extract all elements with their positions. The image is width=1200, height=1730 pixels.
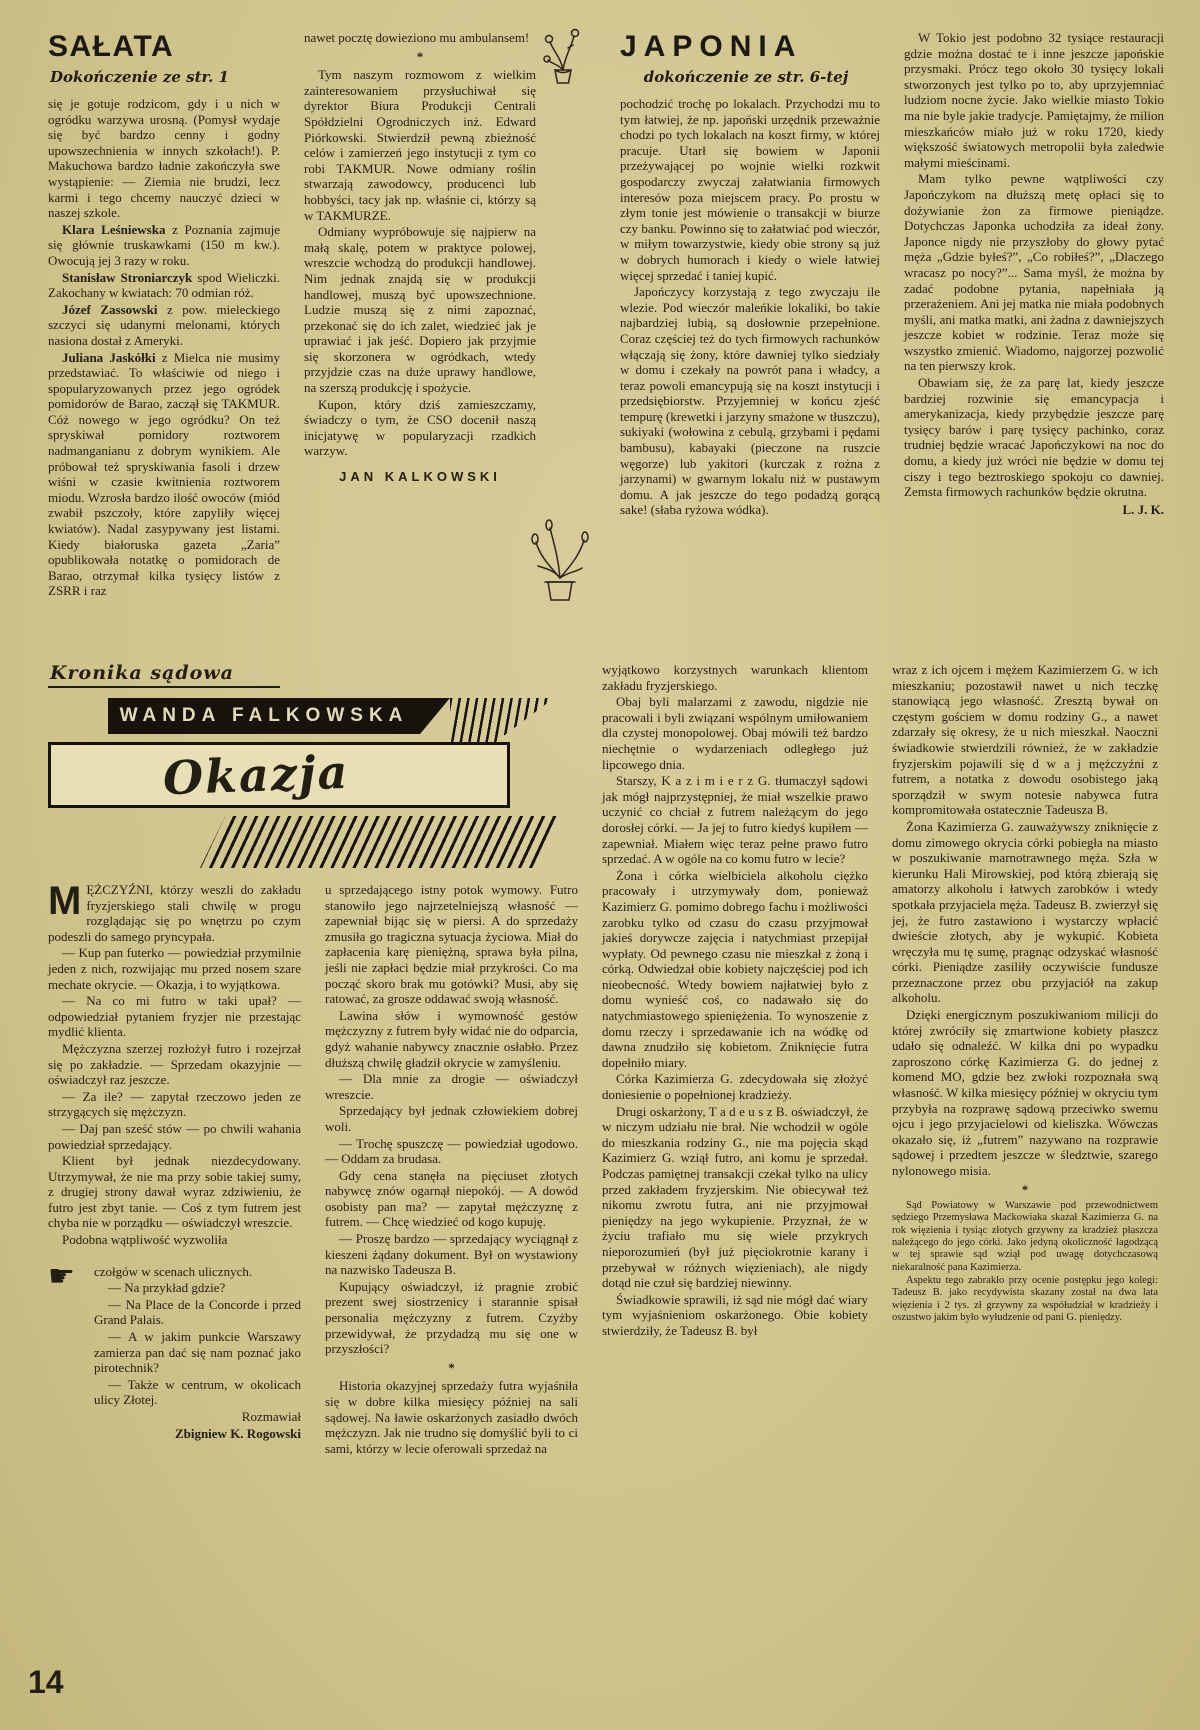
bottom-section <box>48 662 1164 1457</box>
paragraph: Obaj byli malarzami z zawodu, nigdzie nie pracowali i byli związani wspólnym umiłowaniem dla czystej monopolowej. Obaj mówili też bardzo niechętnie o wydarzeniach odległego już lipcowego dnia. <box>602 694 868 772</box>
hatch-decoration <box>200 816 562 868</box>
paragraph: Dzięki energicznym poszukiwaniom milicji do której zwróciły się zmartwione kobiety płaszcz udało się odnaleźć. W kilka dni po wypadku zaproszono córkę Kazimierza G. do jednej z komend MO, gdzie bez zwłoki rozpoznała swą własność. W kilka miesięcy później w okryciu tym przybyła na rozprawę sądową przeciwko swemu ojcu i jego przyjacielowi od kieliszka. Wówczas okazało się, iż „futrem” nazywano na rozprawie sądowej i przedtem jeszcze w śledztwie, szarego nylonowego misia. <box>892 1007 1158 1178</box>
plant-doodle-icon <box>528 516 592 616</box>
paragraph: — Trochę spuszczę — powiedział ugodowo. — Oddam za brudasa. <box>325 1135 578 1167</box>
kronika-column-3 <box>602 662 868 1457</box>
paragraph: * <box>1021 1181 1029 1197</box>
paragraph: JAN KALKOWSKI <box>339 469 501 485</box>
kronika-column-1 <box>48 879 301 1457</box>
interview-inset <box>48 1258 301 1442</box>
paragraph: Klient był jednak niezdecydowany. Utrzymywał, że nie ma przy sobie takiej sumy, z drugiej strony dawał wyraz zdziwieniu, że futro jest zbyt tanie. — Coś z tym futrem jest chyba nie w porządku — oświadczył wreszcie. <box>48 1153 301 1231</box>
salata-title: SAŁATA <box>48 30 175 63</box>
paragraph: Klara Leśniewska z Poznania zajmuje się głównie truskawkami (150 m kw.). Owocują jej 3 razy w roku. <box>48 221 280 268</box>
paragraph: — Na Place de la Concorde i przed Grand Palais. <box>94 1296 301 1328</box>
paragraph: Sprzedający był jednak człowiekiem dobrej woli. <box>325 1103 578 1134</box>
paragraph: Kupujący oświadczył, iż pragnie zrobić prezent swej siostrzenicy i starannie spisał personalia mężczyzny z futrem. Czyżby przewidywał, że przydadzą mu się one w przyszłości? <box>325 1278 578 1357</box>
paragraph: — Na przykład gdzie? <box>108 1280 226 1296</box>
article-title-box <box>48 742 510 808</box>
paragraph: — Proszę bardzo — sprzedający wyciągnął z kieszeni żądany dokument. Był on wystawiony na nazwisko Tadeusza B. <box>325 1231 578 1278</box>
paragraph: Japończycy korzystają z tego zwyczaju ile wlezie. Pod wieczór maleńkie lokaliki, bo takie najbardziej lubią, są dosłownie przepełnione. Coraz częściej też do tych firmowych rachunków włączają się żony, które dawniej tylko siedziały w domu i czekały na powrót pana i władcy, a teraz powoli emancypują się na koszt instytucji i przedsiębiorstw. Przyjemniej w końcu zjeść tempurę (krewetki i jarzyny smażone w tłuszczu), sukiyaki (wołowina z cebulą, grzybami i pędami bambusu), kabayaki (pieczone na ruszcie węgorze) lub yakitori (kurczak z rożna z jarzynami) w gwarnym lokalu niż w pustawym domu. A jak jeszcze do tego podadzą gorącą sake! (słaba ryżowa wódka). <box>620 284 880 518</box>
paragraph: * <box>416 48 424 64</box>
paragraph: — Dla mnie za drogie — oświadczył wreszcie. <box>325 1071 578 1102</box>
paragraph: u sprzedającego istny potok wymowy. Futro stanowiło jego najrzetelniejszą własność — zapewniał bijąc się w piersi. A do sprzedaży zmusiła go tragiczna sytuacja życiowa. Miał do zapłacenia karę pieniężną, sprawa była pilna, jeśli nie zapłaci będzie miał przykrości. Co ma począć skoro brak mu gotówki? Musi, aby się ratować, za grosze oddawać swoją własność. <box>325 882 578 1007</box>
paragraph: Stanisław Stroniarczyk spod Wieliczki. Zakochany w kwiatach: 70 odmian róż. <box>48 269 280 301</box>
paragraph: Żona Kazimierza G. zauważywszy zniknięcie z domu zimowego okrycia córki pobiegła na miasto w poszukiwanie marnotrawnego męża. Szła w kierunku Hali Mirowskiej, pod którą zbierają się amatorzy alkoholu i łatwych zarobków i wtedy spotkała przyjaciela męża. Tadeusz B. zwierzył się jej, że futro zastawiono i wystarczy wpłacić dwieście złotych, aby je wykupić. Kobieta wręczyła mu tę sumę, pragnąc odzyskać własność córki. Pieniądze zasiliły oczywiście fundusze przeznaczone przez obu przyjaciół na zakup alkoholu. <box>892 818 1158 1006</box>
japonia-article-column-2 <box>904 30 1164 600</box>
kronika-text-column-1 <box>48 879 301 1248</box>
paragraph: Żona i córka wielbiciela alkoholu ciężko pracowały i utrzymywały dom, ponieważ Kazimierz G. pomimo dobrego fachu i możliwości zarobku tylko od czasu do czasu przyjmował jakieś dorywcze zajęcia i natychmiast przepijał wypłaty. Od pewnego czasu nie mieszkał z żoną i córką. Odwiedzał obie kobiety najczęściej pod ich nieobecność. Wtedy bowiem najłatwiej było z domu wynieść coś, co nadawało się do natychmiastowego spieniężenia. To wynoszenie z domu rzeczy i sprzedawanie ich na wódkę od dawna znudziło się kobietom. Zniknięcie futra dopełniło miary. <box>602 867 868 1070</box>
japonia-article-column-1 <box>620 30 880 600</box>
japonia-title: JAPONIA <box>620 30 803 63</box>
paragraph: czołgów w scenach ulicznych. <box>94 1263 253 1279</box>
paragraph: W Tokio jest podobno 32 tysiące restauracji gdzie można dostać te i inne jeszcze japońskie przysmaki. Prócz tego około 30 tysięcy lokali stworzonych jest tylko po to, aby uprzyjemniać ludziom nocne życie. Jako wielkie miasto Tokio ma nie byle jakie tradycje. Pamiętajmy, że milion mieszkańców miało już w roku 1720, kiedy większość światowych metropolii była zaledwie małymi mieścinami. <box>904 30 1164 170</box>
kronika-text-column-2 <box>325 882 578 1456</box>
paragraph: Kupon, który dziś zamieszczamy, świadczy o tym, że CSO docenił naszą inicjatywę w popularyzacji rzadkich warzyw. <box>304 396 536 459</box>
salata-subtitle: Dokończenie ze str. 1 <box>50 68 229 86</box>
okazja-headline-block <box>48 696 578 870</box>
interview-inset-text <box>94 1264 301 1442</box>
kronika-text-column-4 <box>892 662 1158 1324</box>
salata-text-column-1 <box>48 96 280 599</box>
paragraph: Tym naszym rozmowom z wielkim zainteresowaniem przysłuchiwał się dyrektor Biura Produkcji Centrali Spółdzielni Ogrodniczych inż. Edward Piórkowski. Stwierdził pewną zbieżność celów i zamierzeń jego instytucji z tym co robi TAKMUR. Nowe odmiany roślin stwarzają zawodowcy, producenci lub hobbyści, tacy jak np. właśnie ci, którzy są w TAKMURZE. <box>304 67 536 223</box>
paragraph: Lawina słów i wymowność gestów mężczyzny z futrem były widać nie do odparcia, gdyż wahanie nabywcy znacznie osłabło. Przez dłuższą chwilę gładził okrycie w zamyśleniu. <box>325 1007 578 1070</box>
paragraph: — Daj pan sześć stów — po chwili wahania powiedział sprzedający. <box>48 1120 301 1152</box>
paragraph: nawet pocztę dowieziono mu ambulansem! <box>304 30 530 45</box>
author-banner: WANDA FALKOWSKA <box>108 698 420 734</box>
paragraph: * <box>448 1359 455 1375</box>
paragraph: Mam tylko pewne wątpliwości czy Japończykom na dłuższą metę opłaci się to dożywianie żon za firmowe pieniądze. Dotychczas Japonka uchodziła za ideał żony. Japonce nigdy nie przyszłoby do głowy pytać męża „Gdzie byłeś?”, „Co robiłeś?”, „Dlaczego wracasz po nocy?”... Sama myśl, że można by zadać podobne pytania, napełniała ją przerażeniem. Ani jej matka nie miała podobnych myśli, ani matka matki, ani żadna z dawniejszych jeszcze kobiet w rodzinie. Teraz może się wszystko zmienić. Wiadomo, najgorzej pozwolić na ten pierwszy krok. <box>904 171 1164 374</box>
paragraph: Mężczyzna szerzej rozłożył futro i rozejrzał się po zakładzie. — Sprzedam okazyjnie — oświadczył raz jeszcze. <box>48 1040 301 1088</box>
article-title: Okazja <box>162 744 351 806</box>
kronika-column-2 <box>325 882 578 1457</box>
paragraph: — Za ile? — zapytał rzeczowo jeden ze strzygących się mężczyzn. <box>48 1088 301 1120</box>
paragraph: Starszy, K a z i m i e r z G. tłumaczył sądowi jak mógł najprzystępniej, że miał wszelkie prawo uczynić co chciał z futrem należącym do jego dorosłej córki. — Ja jej to futro kiedyś kupiłem — zapewniał. Miałem więc teraz pełne prawo futro sprzedać. A w ogóle na co komu futro w lecie? <box>602 773 868 867</box>
paragraph: Gdy cena stanęła na pięciuset złotych nabywcę znów ogarnął niepokój. — A dowód osobisty pan ma? — zapytał mężczyznę z futrem. — Chcę wiedzieć od kogo kupuję. <box>325 1167 578 1230</box>
paragraph-lead-name: Stanisław Stroniarczyk <box>62 269 198 285</box>
pointing-hand-icon: ☛ <box>48 1258 75 1294</box>
paragraph: — Na co mi futro w taki upał? — odpowiedział pytaniem fryzjer nie przestając mydlić klienta. <box>48 993 301 1040</box>
paragraph: — Kup pan futerko — powiedział przymilnie jeden z nich, rozwijając mu przed nosem szare mechate okrycie. — Okazja, i to wyjątkowa. <box>48 945 301 992</box>
japonia-subtitle: dokończenie ze str. 6-tej <box>643 68 849 86</box>
paragraph: Historia okazyjnej sprzedaży futra wyjaśniła się w dobre kilka miesięcy później na sali sądowej. Na ławie oskarżonych zasiadło dwóch mężczyzn. Jak nie trudno się domyślić byli to ci sami, którzy w lecie oferowali sprzedaż na <box>325 1378 578 1456</box>
kronika-columns-1-2 <box>48 879 578 1457</box>
kronika-left-block <box>48 662 578 1457</box>
paragraph-lead-name: Klara Leśniewska <box>62 221 173 237</box>
paragraph: Córka Kazimierza G. zdecydowała się złożyć doniesienie o popełnionej kradzieży. <box>602 1071 868 1103</box>
paragraph-lead-name: Juliana Jaskółki <box>62 349 162 365</box>
paragraph: Juliana Jaskółki z Mielca nie musimy przedstawiać. To właściwie od niego i spopularyzowanych przez jego ogródek pomidorów de Barao, zaczął się TAKMUR. Cóż nowego w jego ogródku? On też spryskiwał pomidory roztworem nadmanganianu z dobrym wynikiem. Ale próbował też spryskiwania fasoli i drzew wiśni w czasie kwitnienia roztworem miodu. Wzrosła bardzo ilość owoców (miód zwabił pszczoły, które zapyliły więcej kwiatów). Nadal zasypywany jest listami. Kiedy białoruska gazeta „Zaria” opublikowała notatkę o pomidorach de Barao, otrzymał kilka tysięcy listów z ZSRR i raz <box>48 349 280 599</box>
paragraph: Aspektu tego zabrakło przy ocenie postępku jego kolegi: Tadeusz B. jako recydywista skazany został na dwa lata więzienia i 2 tys. zł grzywny za współudział w kradzieży i oszustwo jakim było wyłudzenie od pani G. pieniędzy. <box>892 1274 1158 1323</box>
kronika-text-column-3 <box>602 662 868 1339</box>
paragraph: Drugi oskarżony, T a d e u s z B. oświadczył, że w niczym udziału nie brał. Nie wchodził w ogóle do mieszkania rodziny G., nie ma pojęcia skąd Kazimierz G. wziął futro, ani komu je sprzedał. Podczas pamiętnej transakcji czekał tylko na ulicy przed zakładem fryzjerskim. Nie obiecywał też nikomu zwrotu futra, ani nie przyjmował pieniędzy na jego wykupienie. Przyznał, że w życiu trafiało mu się wiele przykrych nieporozumień (był już pięciokrotnie karany i przebywał w różnych więzieniach), ale nigdy dotąd nie czuł się bardziej niewinny. <box>602 1103 868 1291</box>
paragraph: Obawiam się, że za parę lat, kiedy jeszcze bardziej rozwinie się emancypacja i amerykanizacja, kiedy przybędzie jeszcze parę tysięcy barów i parę tysięcy pachinko, coraz trudniej będzie wracać Japończykowi na noc do domu, a kiedy już wróci nie będzie w domu tej ciszy i tego beztroskiego spokoju co dawniej. Zemsta firmowych rachunków będzie okrutna. <box>904 375 1164 500</box>
salata-article-column-2 <box>304 30 536 600</box>
paragraph: się je gotuje rodzicom, gdy i u nich w ogródku warzywa urosną. (Pomysł wydaje się być bardzo cenny i godny upowszechnienia w innych szkołach!). P. Makuchowa bardzo ładnie zakończyła swe wystąpienie: — Ziemia nie brudzi, lecz karmi i tego chcemy nauczyć dzieci w naszej szkole. <box>48 96 280 221</box>
paragraph: Sąd Powiatowy w Warszawie pod przewodnictwem sędziego Przemysława Maćkowiaka skazał Kazimierza G. na rok więzienia i tysiąc złotych grzywny za kradzież płaszcza należącego do jego córki. Jako jedyną okoliczność łagodzącą w tej sprawie sąd wziął pod uwagę dotychczasową niekaralność pana Kazimierza. <box>892 1200 1158 1273</box>
paragraph: Odmiany wypróbowuje się najpierw na małą skalę, potem w praktyce polowej, wreszcie wchodzą do produkcji handlowej. Nim jednak znajdą się w produkcji handlowej, muszą być upowszechnione. Ludzie muszą się z nimi zapoznać, przekonać się do ich zalet, wiedzieć jak je uprawiać i jak jeść. Dopiero jak przyjmie się skorzonera w ogródkach, wtedy przyjdzie czas na duże uprawy handlowe, na szerszą produkcję i spożycie. <box>304 224 536 396</box>
japonia-text-column-2 <box>904 30 1164 517</box>
kronika-column-4 <box>892 662 1158 1457</box>
salata-article-column-1 <box>48 30 280 600</box>
section-label: Kronika sądowa <box>48 662 280 688</box>
paragraph-lead-name: Józef Zassowski <box>62 301 167 317</box>
paragraph: Józef Zassowski z pow. mieleckiego szczyci się udanymi melonami, których nasiona dostał z Ameryki. <box>48 301 281 348</box>
paragraph: Podobna wątpliwość wyzwoliła <box>62 1232 228 1248</box>
paragraph: Świadkowie sprawili, iż sąd nie mógł dać wiary tym wyjaśnieniom oskarżonego. Obie kobiety stwierdziły, że Tadeusz B. był <box>602 1291 868 1338</box>
page-number: 14 <box>28 1664 64 1700</box>
paragraph: L. J. K. <box>1122 501 1164 517</box>
paragraph: wyjątkowo korzystnych warunkach klientom zakładu fryzjerskiego. <box>602 662 868 693</box>
banner-arrow-decoration <box>420 698 450 734</box>
paragraph: Rozmawiał <box>241 1409 301 1424</box>
salata-text-column-2 <box>304 30 536 485</box>
paragraph: MĘŻCZYŹNI, którzy weszli do zakładu fryzjerskiego stali chwilę w progu rozglądając się po wnętrzu po czym podeszli do samego pryncypała. <box>48 879 301 944</box>
japonia-text-column-1 <box>620 96 880 518</box>
paragraph: — A w jakim punkcie Warszawy zamierza pan dać się nam poznać jako pirotechnik? <box>94 1329 301 1376</box>
paragraph: pochodzić trochę po lokalach. Przychodzi mu to tym łatwiej, że np. japoński urzędnik przeważnie chodzi po tych lokalach na koszt firmy, w której pracuje. Utarł się bowiem w Japonii przeżywającej po wojnie wielki rozkwit gospodarczy zwyczaj załatwiania firmowych interesów poza miejscem pracy. Po prostu w złym tonie jest mówienie o transakcji w biurze czy banku. Powinno się to załatwiać pod wieczór, w miłym towarzystwie, kiedy obie strony są już w dobrych humorach i kiedy o wiele łatwiej więcej sprzedać i taniej kupić. <box>620 96 880 283</box>
paragraph: wraz z ich ojcem i mężem Kazimierzem G. w ich mieszkaniu; pozostawił nawet u nich teczkę stanowiącą jego własność. Zresztą bywał on częstym gościem w domu rodziny G., a nawet zdarzały się okresy, że u nich mieszkał. Naoczni świadkowie stwierdzili również, że w zakładzie fryzjerskim pojawili się d w a j mężczyźni z futrem, a notatka z dowodu osobistego jaką sporządził w swym notesie nabywca futra kompromitowała ostatecznie Tadeusza B. <box>892 662 1158 818</box>
paragraph: Zbigniew K. Rogowski <box>174 1425 301 1441</box>
paragraph: — Także w centrum, w okolicach ulicy Złotej. <box>94 1376 301 1408</box>
top-section <box>48 30 1164 600</box>
plant-doodle-icon <box>540 24 586 104</box>
